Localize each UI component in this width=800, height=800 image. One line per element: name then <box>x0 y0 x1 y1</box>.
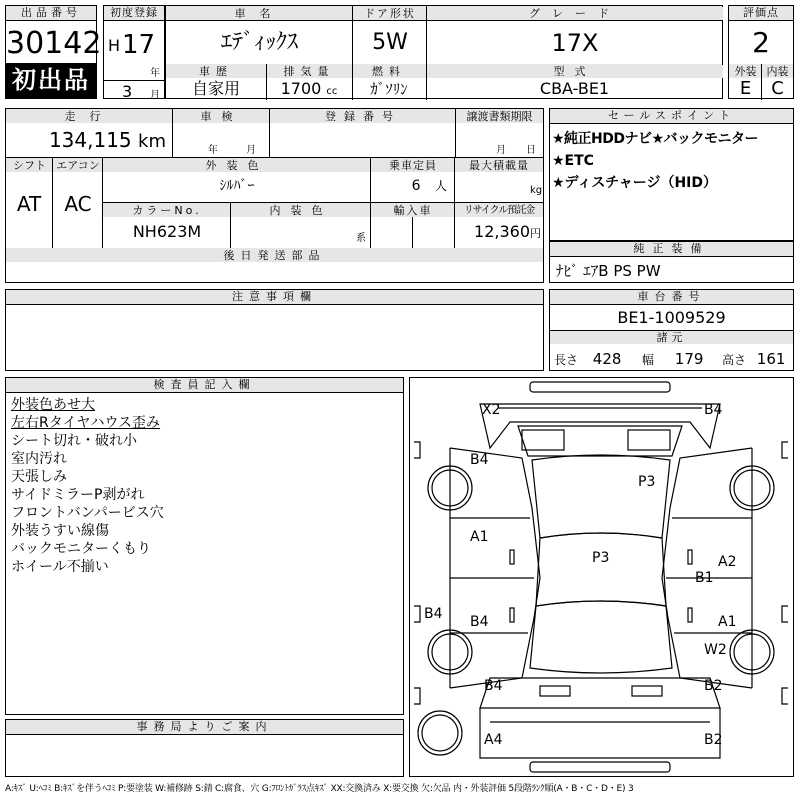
sales-point-1: ★純正HDDナビ★バックモニター <box>552 131 759 147</box>
car-diagram-box <box>409 377 794 777</box>
equipment-value: ﾅﾋﾞ ｴｱB PS PW <box>556 262 661 280</box>
chassis-number: BE1-1009529 <box>617 308 726 327</box>
damage-b1-right: B1 <box>695 570 714 586</box>
legend: A:ｷｽﾞ U:ﾍｺﾐ B:ｷｽﾞを伴うﾍｺﾐ P:要塗装 W:補修跡 S:錆 C:腐食、穴 G:ﾌﾛﾝﾄｶﾞﾗｽ点ｷｽﾞ XX:交換済み X:要交換 欠:欠品 内・外装評価 5段階ﾗﾝｸ順(A・B・C・D・E) 3 <box>5 784 634 794</box>
inspector-note: フロントバンパービス穴 <box>11 505 164 521</box>
registration-year-unit: 年 <box>150 68 160 79</box>
width-value: 179 <box>674 350 704 368</box>
exterior-grade: E <box>739 78 752 99</box>
mileage-unit: km <box>138 131 166 152</box>
mileage-label: 走行 <box>6 110 173 123</box>
damage-b4-left-side: B4 <box>424 606 443 622</box>
inspector-note: 室内汚れ <box>11 451 67 467</box>
damage-a1-left: A1 <box>470 529 489 545</box>
detail-box <box>5 108 544 283</box>
sales-points-box <box>549 108 794 241</box>
shift-label: シフト <box>6 159 53 172</box>
car-name: ｴﾃﾞｨｯｸｽ <box>220 30 298 55</box>
sales-point-3: ★ディスチャージ（HID） <box>552 175 717 191</box>
equipment-label: 純正装備 <box>550 242 793 257</box>
grade: 17X <box>551 29 599 57</box>
shift: AT <box>16 192 42 216</box>
recycle-unit: 円 <box>530 227 541 240</box>
interior-color-label: 内装色 <box>231 204 371 217</box>
displacement-unit: cc <box>326 86 338 97</box>
color-no: NH623M <box>132 222 202 241</box>
displacement-value: 1700 <box>280 79 322 98</box>
damage-p3-upper: P3 <box>638 474 656 490</box>
inspection-year-unit: 年 <box>208 145 218 156</box>
inspector-note: 外装うすい線傷 <box>11 523 109 539</box>
notes-label: 注意事項欄 <box>6 290 543 305</box>
height-value: 161 <box>756 350 786 368</box>
car-name-label: 車名 <box>166 7 353 20</box>
color: ｼﾙﾊﾞｰ <box>219 178 255 194</box>
transfer-month-unit: 月 <box>496 145 506 156</box>
damage-w2-right: W2 <box>704 642 727 658</box>
load-label: 最大積載量 <box>455 159 543 172</box>
first-listing-badge: 初出品 <box>6 63 96 98</box>
dimension-width <box>642 350 703 368</box>
later-parts-label: 後日発送部品 <box>6 249 543 262</box>
dimension-length <box>554 350 621 368</box>
score: 2 <box>752 26 770 59</box>
reg-number-label: 登録番号 <box>270 110 456 123</box>
damage-b4-top-right: B4 <box>704 402 723 418</box>
length-value: 428 <box>592 350 622 368</box>
interior-grade: C <box>771 78 784 99</box>
office-label: 事務局よりご案内 <box>6 720 403 735</box>
color-no-label: カラーNo. <box>103 204 231 217</box>
damage-x2: X2 <box>482 402 501 418</box>
registration-month-unit: 月 <box>150 90 160 101</box>
inspector-note: バックモニターくもり <box>11 541 151 557</box>
color-label: 外装色 <box>103 159 371 172</box>
score-box <box>728 5 794 99</box>
model-label: 型式 <box>426 65 723 78</box>
capacity-label: 乗車定員 <box>371 159 455 172</box>
inspector-note: サイドミラーP剥がれ <box>11 487 145 503</box>
model: CBA-BE1 <box>539 79 610 98</box>
sales-points-label: セールスポイント <box>550 109 793 124</box>
dimension-height <box>722 350 785 368</box>
transfer-label: 譲渡書類期限 <box>456 110 543 123</box>
office-box <box>5 719 404 777</box>
inspector-note: シート切れ・破れ小 <box>11 433 137 449</box>
import-label: 輸入車 <box>371 204 455 217</box>
capacity-value: 6 <box>411 178 421 194</box>
main-info-box <box>165 5 723 99</box>
mileage <box>6 125 172 157</box>
inspection-month-unit: 月 <box>246 145 256 156</box>
height-label: 高さ <box>722 353 747 367</box>
ac-label: エアコン <box>53 159 103 172</box>
interior-color-unit: 系 <box>356 233 366 244</box>
chassis-label: 車台番号 <box>550 290 793 305</box>
recycle <box>455 219 543 247</box>
damage-b4-bottom-left: B4 <box>484 678 503 694</box>
damage-a1-right: A1 <box>718 614 737 630</box>
mileage-value: 134,115 <box>48 128 132 152</box>
damage-b4-left-upper: B4 <box>470 452 489 468</box>
score-label: 評価点 <box>729 6 793 21</box>
inspector-note: 外装色あせ大 <box>11 397 95 413</box>
inspector-note: 左右Rタイヤハウス歪み <box>11 415 161 431</box>
displacement-label: 排気量 <box>266 65 352 78</box>
notes-box <box>5 289 544 371</box>
damage-b2-rear: B2 <box>704 732 723 748</box>
damage-a2-right: A2 <box>718 554 737 570</box>
inspector-label: 検査員記入欄 <box>6 378 403 393</box>
inspection-label: 車検 <box>173 110 270 123</box>
fuel: ｶﾞｿﾘﾝ <box>370 80 408 98</box>
damage-p3-center: P3 <box>592 550 610 566</box>
door-type: 5W <box>372 30 408 55</box>
load-unit: kg <box>530 185 543 196</box>
capacity-unit: 人 <box>434 179 447 193</box>
registration-era: H <box>108 36 121 55</box>
damage-a4-rear: A4 <box>484 732 503 748</box>
dimensions-label: 諸元 <box>550 331 793 344</box>
registration-box <box>103 5 165 99</box>
registration-month: 3 <box>122 82 133 101</box>
lot-box <box>5 5 102 99</box>
transfer-day-unit: 日 <box>526 145 536 156</box>
width-label: 幅 <box>642 353 655 367</box>
displacement <box>266 79 352 102</box>
inspector-note: ホイール不揃い <box>11 559 109 575</box>
inspector-note: 天張しみ <box>11 469 67 485</box>
length-label: 長さ <box>554 353 579 367</box>
fuel-label: 燃料 <box>352 65 426 78</box>
interior-label: 内装 <box>762 65 793 78</box>
equipment-box <box>549 241 794 283</box>
car-diagram <box>410 378 793 776</box>
door-label: ドア形状 <box>353 7 427 20</box>
sales-point-2: ★ETC <box>552 153 594 169</box>
ac: AC <box>64 192 92 216</box>
damage-b4-left-lower: B4 <box>470 614 489 630</box>
history-label: 車歴 <box>166 65 266 78</box>
recycle-label: リサイクル預託金 <box>455 204 543 217</box>
exterior-label: 外装 <box>729 65 762 78</box>
lot-number: 30142 <box>6 26 102 61</box>
recycle-value: 12,360 <box>474 222 530 241</box>
capacity <box>371 175 455 197</box>
registration-label: 初度登録 <box>104 6 164 21</box>
lot-label: 出品番号 <box>6 6 96 21</box>
grade-label: グレード <box>427 7 723 20</box>
registration-year: 17 <box>122 30 156 60</box>
inspector-box <box>5 377 404 715</box>
history: 自家用 <box>191 79 240 98</box>
damage-b2-bottom-right: B2 <box>704 678 723 694</box>
inspector-notes-list <box>11 396 164 576</box>
chassis-box <box>549 289 794 371</box>
